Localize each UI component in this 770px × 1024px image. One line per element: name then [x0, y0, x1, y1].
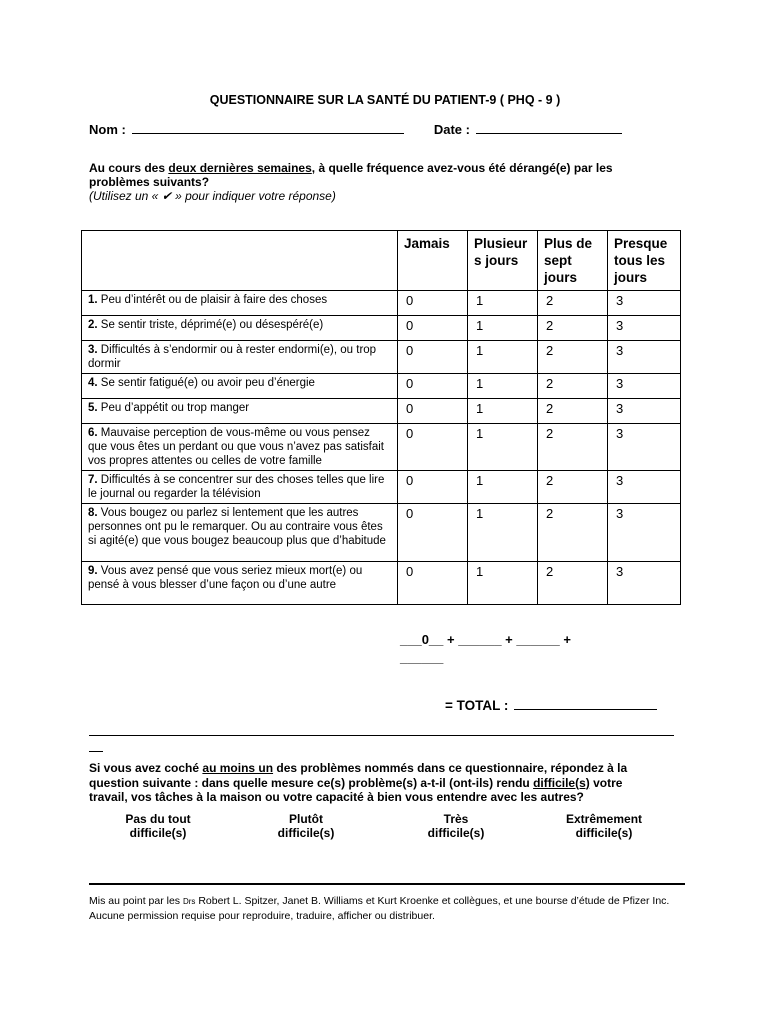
score-cell[interactable]: 2 [538, 471, 608, 504]
name-field[interactable] [132, 121, 404, 134]
question-cell [82, 291, 398, 316]
footer-rule [89, 883, 685, 885]
score-cell[interactable]: 0 [398, 316, 468, 341]
table-row [82, 374, 681, 399]
column-header: Plusieur s jours [468, 231, 538, 291]
score-cell[interactable]: 2 [538, 291, 608, 316]
score-cell[interactable]: 1 [468, 316, 538, 341]
column-header: Jamais [398, 231, 468, 291]
score-cell[interactable]: 0 [398, 399, 468, 424]
table-row [82, 316, 681, 341]
question-text: Difficultés à se concentrer sur des choses telles que lire le journal ou regarder la télévision [88, 474, 385, 500]
date-label: Date : [433, 122, 470, 137]
score-cell[interactable]: 3 [608, 316, 681, 341]
table-body [82, 291, 681, 605]
column-header: Presque tous les jours [608, 231, 681, 291]
option-not-difficult[interactable]: Pas du tout difficile(s) [125, 812, 191, 840]
table-row [82, 471, 681, 504]
score-cell[interactable]: 1 [468, 471, 538, 504]
score-cell[interactable]: 1 [468, 424, 538, 471]
question-number: 5. [88, 402, 98, 414]
question-text: Difficultés à s’endormir ou à rester endormi(e), ou trop dormir [88, 344, 377, 370]
score-cell[interactable]: 3 [608, 471, 681, 504]
footer-text: Mis au point par les Drs Robert L. Spitzer, Janet B. Williams et Kurt Kroenke et collègues, et une bourse d’étude de Pfizer Inc. Aucune permission requise pour reproduire, traduire, afficher ou distribuer. [89, 895, 670, 922]
date-field[interactable] [476, 121, 622, 134]
separator-line [89, 735, 674, 736]
table-row [82, 504, 681, 562]
instruction-text: (Utilisez un « ✔ » pour indiquer votre réponse) [89, 189, 336, 203]
question-number: 9. [88, 565, 98, 577]
score-cell[interactable]: 0 [398, 341, 468, 374]
total-row [445, 697, 657, 713]
score-cell[interactable]: 0 [398, 424, 468, 471]
question-cell [82, 374, 398, 399]
score-cell[interactable]: 2 [538, 504, 608, 562]
score-cell[interactable]: 1 [468, 291, 538, 316]
question-number: 2. [88, 319, 98, 331]
score-cell[interactable]: 2 [538, 341, 608, 374]
option-extremely-difficult[interactable]: Extrêmement difficile(s) [565, 812, 643, 840]
score-cell[interactable]: 2 [538, 399, 608, 424]
score-cell[interactable]: 0 [398, 291, 468, 316]
question-cell [82, 316, 398, 341]
score-cell[interactable]: 1 [468, 341, 538, 374]
total-label: = TOTAL : [445, 698, 509, 713]
score-cell[interactable]: 3 [608, 504, 681, 562]
score-cell[interactable]: 2 [538, 316, 608, 341]
question-number: 8. [88, 507, 98, 519]
question-text: Vous bougez ou parlez si lentement que les autres personnes ont pu le remarquer. Ou au contraire vous êtes si agité(e) que vous bougez beaucoup plus que d’habitude [88, 507, 386, 547]
question-text: Se sentir triste, déprimé(e) ou désespéré(e) [100, 319, 324, 331]
option-somewhat-difficult[interactable]: Plutôt difficile(s) [277, 812, 335, 840]
question-cell [82, 341, 398, 374]
phq9-table [81, 230, 681, 605]
header-fields [89, 121, 622, 137]
page-title: QUESTIONNAIRE SUR LA SANTÉ DU PATIENT-9 ( PHQ - 9 ) [209, 93, 561, 107]
score-cell[interactable]: 3 [608, 291, 681, 316]
score-cell[interactable]: 2 [538, 562, 608, 605]
question-text: Mauvaise perception de vous-même ou vous pensez que vous êtes un perdant ou que vous n’avez pas satisfait vos propres attentes ou celles de votre famille [88, 427, 385, 467]
score-cell[interactable]: 2 [538, 374, 608, 399]
option-very-difficult[interactable]: Très difficile(s) [427, 812, 485, 840]
score-cell[interactable]: 1 [468, 504, 538, 562]
table-row [82, 562, 681, 605]
table-row [82, 424, 681, 471]
score-cell[interactable]: 0 [398, 374, 468, 399]
question-cell [82, 562, 398, 605]
score-cell[interactable]: 1 [468, 374, 538, 399]
table-row [82, 341, 681, 374]
question-cell [82, 504, 398, 562]
score-cell[interactable]: 2 [538, 424, 608, 471]
table-row [82, 399, 681, 424]
difficulty-question: Si vous avez coché au moins un des problèmes nommés dans ce questionnaire, répondez à la question suivante : dans quelle mesure ce(s) problème(s) a-t-il (ont-ils) rendu difficile(s) votre travail, vos tâches à la maison ou votre capacité à bien vous entendre avec les autres? [89, 761, 628, 804]
question-text: Se sentir fatigué(e) ou avoir peu d’énergie [100, 377, 315, 389]
score-cell[interactable]: 3 [608, 424, 681, 471]
score-cell[interactable]: 3 [608, 341, 681, 374]
score-cell[interactable]: 3 [608, 399, 681, 424]
score-sum-line-continued: ______ [400, 650, 444, 665]
table-row [82, 291, 681, 316]
intro-text: Au cours des deux dernières semaines, à quelle fréquence avez-vous été dérangé(e) par les problèmes suivants? [89, 161, 613, 189]
question-number: 4. [88, 377, 98, 389]
total-field[interactable] [514, 697, 657, 710]
intro-emphasis: deux dernières semaines [168, 161, 312, 175]
question-cell [82, 399, 398, 424]
column-header: Plus de sept jours [538, 231, 608, 291]
table-header-row [82, 231, 681, 291]
question-text: Peu d’intérêt ou de plaisir à faire des choses [100, 294, 328, 306]
question-number: 3. [88, 344, 98, 356]
score-cell[interactable]: 3 [608, 374, 681, 399]
question-number: 6. [88, 427, 98, 439]
score-sum-line: ___0__ + ______ + ______ + [400, 632, 571, 647]
score-cell[interactable]: 3 [608, 562, 681, 605]
score-cell[interactable]: 0 [398, 504, 468, 562]
question-number: 1. [88, 294, 98, 306]
score-cell[interactable]: 0 [398, 562, 468, 605]
question-cell [82, 424, 398, 471]
score-cell[interactable]: 0 [398, 471, 468, 504]
question-cell [82, 471, 398, 504]
name-label: Nom : [89, 122, 126, 137]
question-text: Peu d’appétit ou trop manger [100, 402, 250, 414]
question-text: Vous avez pensé que vous seriez mieux mort(e) ou pensé à vous blesser d’une façon ou d’une autre [88, 565, 363, 591]
header-question-col [82, 231, 398, 291]
question-number: 7. [88, 474, 98, 486]
separator-line-end [89, 751, 103, 752]
score-cell[interactable]: 1 [468, 562, 538, 605]
score-cell[interactable]: 1 [468, 399, 538, 424]
